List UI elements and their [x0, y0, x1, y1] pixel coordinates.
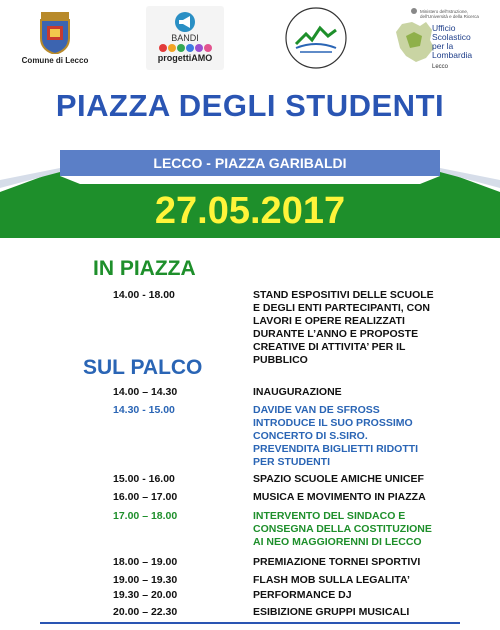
lecco-logo-caption: Comune di Lecco — [21, 56, 89, 65]
bottom-divider — [40, 622, 460, 624]
lecco-crest-icon — [38, 12, 72, 54]
colored-dot — [195, 44, 203, 52]
desc-line: STAND ESPOSITIVI DELLE SCUOLE — [253, 289, 434, 301]
schedule-desc — [253, 510, 473, 549]
colored-dot — [168, 44, 176, 52]
sul-palco-heading: SUL PALCO — [83, 356, 203, 379]
desc-line: PERFORMANCE DJ — [253, 589, 352, 601]
desc-line: DURANTE L’ANNO E PROPOSTE — [253, 328, 419, 340]
usr-line-1: Ufficio — [432, 23, 456, 33]
desc-line: CREATIVE DI ATTIVITA’ PER IL — [253, 341, 406, 353]
usr-ministry-text: Ministero dell'Istruzione, dell'Università e della Ricerca — [420, 9, 479, 19]
colored-dot — [186, 44, 194, 52]
schedule-desc — [253, 556, 473, 569]
schedule-time: 19.00 – 19.30 — [113, 574, 178, 586]
desc-line: CONSEGNA DELLA COSTITUZIONE — [253, 523, 432, 535]
consulta-studenti-logo — [284, 6, 348, 70]
schedule-desc — [253, 589, 473, 602]
usr-line-3: per la — [432, 41, 454, 51]
progettiamo-text: progettiAMO — [157, 53, 213, 63]
bandi-colored-dots — [159, 44, 212, 52]
schedule-time: 14.00 - 18.00 — [113, 289, 175, 301]
bandi-text: BANDI — [171, 33, 199, 43]
schedule-time: 18.00 – 19.00 — [113, 556, 178, 568]
desc-line: MUSICA E MOVIMENTO IN PIAZZA — [253, 491, 426, 503]
colored-dot — [177, 44, 185, 52]
location-band: LECCO - PIAZZA GARIBALDI — [60, 150, 440, 176]
schedule-time: 17.00 – 18.00 — [113, 510, 178, 522]
colored-dot — [159, 44, 167, 52]
schedule-desc — [253, 574, 473, 587]
usr-text — [432, 24, 472, 60]
usr-lombardia-logo — [392, 6, 488, 76]
usr-line-2: Scolastico — [432, 32, 471, 42]
desc-line: INAUGURAZIONE — [253, 386, 342, 398]
desc-line: FLASH MOB SULLA LEGALITA’ — [253, 574, 410, 586]
usr-line-4: Lombardia — [432, 50, 473, 60]
schedule-desc — [253, 289, 473, 367]
schedule-desc — [253, 491, 473, 504]
schedule-desc — [253, 473, 473, 486]
desc-line: E DEGLI ENTI PARTECIPANTI, CON — [253, 302, 430, 314]
desc-line: PER STUDENTI — [253, 456, 331, 468]
consulta-emblem-icon — [284, 6, 348, 70]
colored-dot — [204, 44, 212, 52]
desc-line: PREVENDITA BIGLIETTI RIDOTTI — [253, 443, 419, 455]
schedule-time: 14.00 – 14.30 — [113, 386, 178, 398]
desc-line: INTRODUCE IL SUO PROSSIMO — [253, 417, 413, 429]
schedule-time: 14.30 - 15.00 — [113, 404, 175, 416]
schedule-time: 20.00 – 22.30 — [113, 606, 178, 618]
desc-line: CONCERTO DI S.SIRO. — [253, 430, 368, 442]
in-piazza-heading: IN PIAZZA — [93, 257, 196, 280]
schedule-desc — [253, 386, 473, 399]
desc-line: DAVIDE VAN DE SFROSS — [253, 404, 380, 416]
megaphone-icon — [172, 12, 198, 32]
usr-city: Lecco — [432, 64, 449, 70]
desc-line: PREMIAZIONE TORNEI SPORTIVI — [253, 556, 421, 568]
schedule-desc — [253, 606, 473, 619]
desc-line: AI NEO MAGGIORENNI DI LECCO — [253, 536, 422, 548]
logo-bar — [0, 6, 500, 78]
schedule-time: 19.30 – 20.00 — [113, 589, 178, 601]
page-title: PIAZZA DEGLI STUDENTI — [55, 88, 445, 123]
schedule-desc — [253, 404, 473, 469]
desc-line: INTERVENTO DEL SINDACO E — [253, 510, 406, 522]
desc-line: ESIBIZIONE GRUPPI MUSICALI — [253, 606, 410, 618]
desc-line: PUBBLICO — [253, 354, 308, 366]
desc-line: SPAZIO SCUOLE AMICHE UNICEF — [253, 473, 424, 485]
event-date: 27.05.2017 — [80, 184, 420, 238]
schedule-time: 16.00 – 17.00 — [113, 491, 178, 503]
desc-line: LAVORI E OPERE REALIZZATI — [253, 315, 405, 327]
bandi-progettiamo-logo — [146, 6, 224, 70]
comune-di-lecco-logo — [20, 6, 90, 65]
schedule-time: 15.00 - 16.00 — [113, 473, 175, 485]
